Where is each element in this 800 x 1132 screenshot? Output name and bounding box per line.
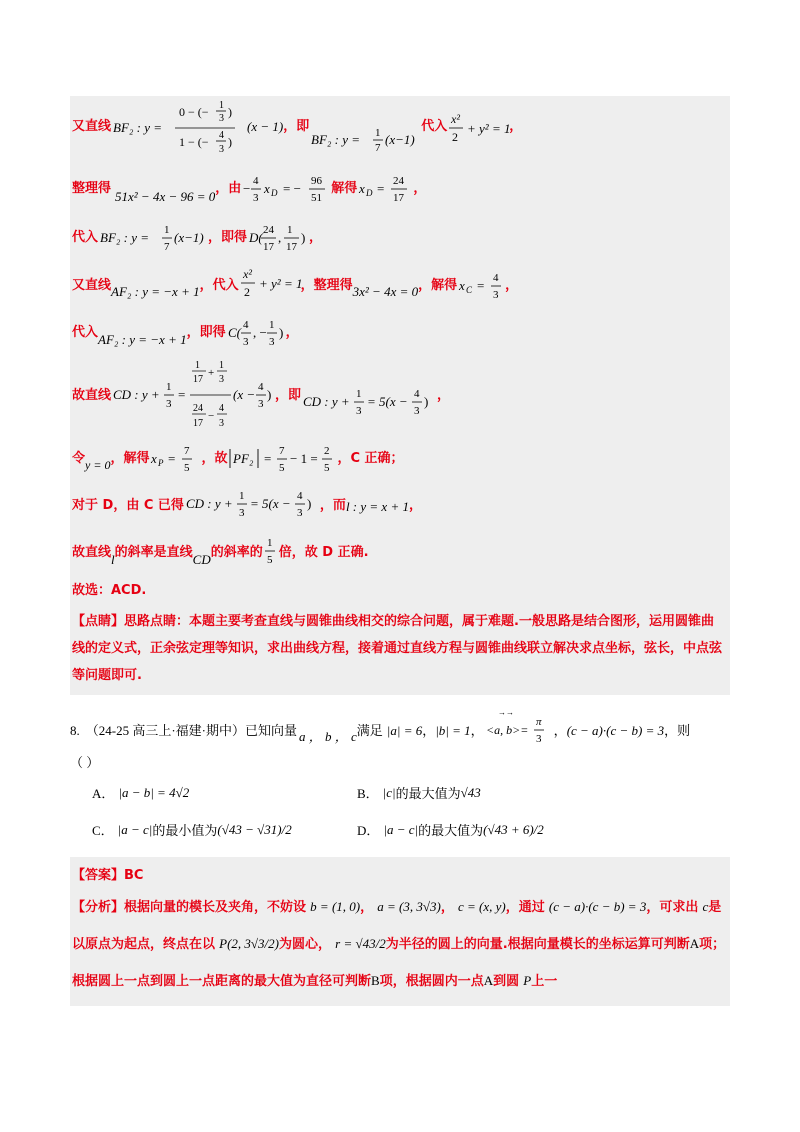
svg-text:D: D (366, 188, 373, 198)
svg-text:(x −: (x − (233, 387, 256, 402)
svg-text:1: 1 (287, 224, 293, 236)
svg-text:5: 5 (324, 462, 330, 474)
svg-text:<a, b>=: <a, b>= (485, 723, 528, 737)
svg-text:D: D (271, 188, 278, 198)
svg-text:x²: x² (451, 112, 461, 126)
answer-block (70, 857, 730, 1006)
option-value: √43 (460, 784, 481, 800)
svg-text:7: 7 (375, 142, 381, 154)
formula-ellipse (447, 107, 537, 153)
svg-text:5: 5 (266, 554, 273, 566)
option-label: A． (92, 786, 115, 801)
text: ， (360, 900, 374, 915)
svg-text:): ) (228, 105, 233, 119)
svg-text:=: = (477, 278, 485, 293)
svg-text:4: 4 (296, 490, 303, 502)
math: (c − a)·(c − b) = 3 (548, 899, 647, 914)
svg-text:17: 17 (263, 241, 275, 253)
math: b = (1, 0) (310, 899, 361, 914)
svg-text:+ y² = 1: + y² = 1 (467, 121, 511, 136)
svg-text:24: 24 (393, 175, 405, 187)
formula-bf2-fraction (111, 96, 251, 158)
math: c (702, 899, 709, 914)
text: ， (413, 181, 427, 196)
svg-text:BF₂ : y =: BF₂ : y = (311, 132, 361, 147)
text: 为圆心， (279, 937, 332, 952)
question-tail: ，则 (664, 723, 691, 738)
math: B (371, 973, 380, 988)
svg-text:51: 51 (311, 192, 323, 204)
cond-b: |b| = 1 (435, 723, 471, 738)
text: ，解得 (110, 451, 150, 466)
svg-text:= −: = − (283, 181, 302, 196)
answer-label: 【答案】 (72, 868, 125, 883)
text: ，代入 (199, 278, 239, 293)
text: ，即得 (208, 230, 248, 245)
svg-text:24: 24 (193, 403, 204, 414)
svg-text:7: 7 (164, 241, 170, 253)
svg-text:D(: D( (249, 230, 263, 245)
svg-text:x: x (264, 181, 271, 196)
svg-text:(x−1): (x−1) (385, 132, 415, 147)
math: A (483, 973, 494, 988)
solution-line (72, 356, 726, 436)
svg-text:CD : y +: CD : y + (185, 496, 233, 511)
formula-point-c (226, 311, 288, 355)
svg-text:3: 3 (258, 398, 264, 410)
svg-text:π: π (535, 716, 542, 728)
comment-label: 【点睛】 (72, 614, 125, 629)
svg-text:17: 17 (193, 418, 204, 429)
text: 代入 (72, 230, 99, 245)
option-expr: |a − c| (383, 821, 419, 837)
svg-text:3: 3 (356, 405, 362, 417)
svg-text:0 − (−: 0 − (− (179, 105, 209, 119)
svg-text:3: 3 (166, 398, 172, 410)
math: P(2, 3√3/2) (219, 936, 280, 951)
svg-text:−: − (208, 410, 215, 422)
text: ，即 (275, 388, 302, 403)
svg-text:3: 3 (268, 336, 275, 348)
solution-block (70, 96, 730, 695)
svg-text:+: + (208, 367, 215, 379)
text: ， (309, 230, 323, 245)
option-b[interactable] (335, 783, 600, 802)
svg-text:=: = (377, 181, 385, 196)
math: A (689, 936, 700, 951)
svg-text:3: 3 (296, 507, 303, 519)
question-source: （24-25 高三上·福建·期中）已知向量 (85, 723, 297, 738)
text: ， (408, 498, 422, 513)
svg-text:3: 3 (219, 144, 225, 155)
cond-angle (484, 709, 554, 753)
svg-text:= 5(x −: = 5(x − (367, 394, 408, 409)
text: ，即 (283, 119, 310, 134)
formula-cd (301, 376, 437, 436)
svg-text:x: x (151, 451, 158, 466)
formula-xc (457, 264, 511, 308)
question-vars: a ， b ， c (299, 729, 357, 744)
solution-line: 又直线 AF₂ : y = −x + 1 ，代入 x² 2 + y² = 1 ，整理得 3x² − 4x = 0 ，解得 x C = 4 3 ， (72, 262, 726, 310)
text: 代入 (421, 119, 448, 134)
svg-text:3: 3 (535, 733, 542, 745)
solution-line (72, 530, 726, 576)
question-paren-line (70, 753, 730, 773)
svg-text:2: 2 (324, 445, 330, 457)
text: ， (437, 388, 451, 403)
svg-text:=: = (178, 387, 186, 402)
formula-one-fifth (263, 531, 279, 575)
svg-text:x: x (359, 181, 366, 196)
option-d[interactable] (335, 820, 600, 839)
svg-text:): ) (228, 135, 233, 149)
text: 为半径的圆上的向量.根据向量模长的坐标运算可判断 (385, 937, 690, 952)
option-label: C． (92, 823, 114, 838)
svg-text:−: − (243, 181, 251, 196)
text: ，可求出 (646, 900, 699, 915)
formula-cd-slope (111, 356, 271, 436)
svg-text:1 − (−: 1 − (− (179, 135, 209, 149)
svg-text:x²: x² (242, 267, 252, 281)
text: ，由 (215, 181, 242, 196)
svg-text:96: 96 (311, 175, 323, 187)
text: ， (285, 325, 299, 340)
text: 倍，故 D 正确. (278, 545, 369, 560)
svg-text:→→: →→ (497, 709, 514, 717)
text: ，即得 (186, 325, 226, 340)
svg-text:4: 4 (414, 388, 420, 400)
svg-text:7: 7 (184, 445, 190, 457)
svg-text:1: 1 (219, 100, 225, 111)
math: P (523, 973, 532, 988)
text: ，故 (201, 451, 228, 466)
svg-text:1: 1 (268, 319, 275, 331)
option-label: D． (357, 823, 380, 838)
question-cond-text: 满足 (356, 723, 383, 738)
svg-text:4: 4 (219, 403, 225, 414)
text: ， (440, 900, 454, 915)
svg-text:3: 3 (253, 192, 259, 204)
svg-text:3: 3 (414, 405, 420, 417)
svg-text:1: 1 (356, 388, 362, 400)
formula-point-d (247, 216, 317, 260)
text: 令 (72, 451, 86, 466)
text: ，而 (319, 498, 346, 513)
formula-xp (149, 437, 201, 481)
svg-text:=: = (168, 451, 176, 466)
svg-text:2: 2 (243, 285, 250, 299)
svg-text:4: 4 (493, 272, 499, 284)
svg-text:1: 1 (266, 537, 273, 549)
svg-text:1: 1 (238, 490, 245, 502)
svg-text:): ) (278, 325, 283, 340)
svg-text:=: = (264, 451, 272, 466)
svg-text:+ y² = 1: + y² = 1 (258, 276, 303, 291)
cond-product: (c − a)·(c − b) = 3 (566, 723, 665, 738)
text: 又直线 (72, 278, 112, 293)
math: c = (x, y) (458, 899, 506, 914)
text: 故直线 (72, 388, 112, 403)
text: 上一 (531, 974, 558, 989)
options-row-2 (70, 820, 730, 839)
text: 到圆 (493, 974, 520, 989)
svg-text:): ) (424, 394, 429, 409)
svg-text:PF₂: PF₂ (233, 451, 254, 466)
svg-text:, −: , − (252, 325, 267, 340)
svg-text:7: 7 (279, 445, 285, 457)
text: 根据向量的模长及夹角，不妨设 (124, 900, 307, 915)
solution-line: 代入 AF₂ : y = −x + 1 ，即得 C( 4 3 , − 1 3 ) ， (72, 310, 726, 356)
text: 项；根据圆上一点到圆上一点距离的最大值为直径可判断 (72, 937, 726, 989)
svg-text:C(: C( (227, 325, 241, 340)
options-row-1 (70, 783, 730, 802)
option-value: (√43 + 6)/2 (483, 821, 544, 837)
option-c[interactable] (70, 820, 335, 839)
svg-text:BF₂ : y =: BF₂ : y = (100, 230, 150, 245)
svg-text:4: 4 (253, 175, 259, 187)
svg-text:P: P (158, 458, 164, 468)
option-label: B． (357, 786, 379, 801)
text: 代入 (72, 325, 99, 340)
svg-text:1: 1 (195, 360, 201, 371)
svg-text:1: 1 (219, 360, 225, 371)
solution-line: 又直线 BF₂ : y = 0 − (− 1 3 ) 1 − (− 4 3 ) (x − 1) ，即 BF₂ : y = 1 7 (x−1) 代入 x² 2 + y² = 1 ， (72, 96, 726, 158)
analysis-label: 【分析】 (72, 900, 125, 915)
solution-line: 整理得 51x² − 4x − 96 = 0 ，由 − 4 3 x D = − 96 51 解得 x D = 24 17 ， (72, 164, 726, 214)
math: r = √43/2 (335, 936, 386, 951)
option-expr: |a − b| = 4√2 (118, 784, 190, 800)
text: 的斜率的 (210, 545, 263, 560)
solution-line: 对于 D，由 C 已得 CD : y + 1 3 = 5(x − 4 3 ) ，而 l : y = x + 1 ， (72, 482, 726, 530)
answer-line (72, 863, 726, 889)
option-text: 的最小值为 (152, 823, 218, 838)
text: ， (509, 119, 523, 134)
svg-text:17: 17 (193, 374, 204, 385)
svg-text:4: 4 (219, 130, 225, 141)
svg-text:): ) (267, 387, 272, 402)
text: ，C 正确； (337, 451, 404, 466)
option-expr: |a − c| (117, 821, 153, 837)
svg-text:3: 3 (242, 336, 249, 348)
svg-text:4: 4 (258, 381, 264, 393)
text: 项，根据圆内一点 (379, 974, 484, 989)
svg-text:3: 3 (219, 418, 225, 429)
solution-line (72, 576, 726, 606)
svg-text:): ) (306, 496, 312, 511)
comment-text: 思路点睛：本题主要考查直线与圆锥曲线相交的综合问题，属于难题.一般思路是结合图形，运用圆锥曲线的定义式，正余弦定理等知识，求出曲线方程，接着通过直线方程与圆锥曲线联立解决求点坐标，弦长，中点弦等问题即可. (72, 614, 723, 683)
text: 整理得 (72, 181, 112, 196)
svg-text:): ) (301, 230, 306, 245)
svg-text:1: 1 (375, 127, 381, 139)
svg-text:= 5(x −: = 5(x − (249, 496, 291, 511)
svg-text:,: , (278, 230, 282, 245)
svg-text:C: C (466, 285, 473, 295)
svg-text:2: 2 (452, 130, 459, 144)
math: a = (3, 3√3) (377, 899, 441, 914)
svg-text:− 1 =: − 1 = (290, 451, 319, 466)
text: ，整理得 (300, 278, 353, 293)
page-content (70, 96, 730, 1006)
svg-text:CD : y +: CD : y + (113, 387, 160, 402)
option-text: 的最大值为 (418, 823, 484, 838)
svg-text:3: 3 (219, 113, 225, 124)
question-paren: （ ） (70, 755, 100, 770)
svg-text:17: 17 (286, 241, 298, 253)
svg-text:1: 1 (166, 381, 172, 393)
text: ， (505, 278, 519, 293)
option-text: 的最大值为 (395, 786, 461, 801)
svg-text:(x−1): (x−1) (174, 230, 204, 245)
analysis-text (72, 889, 726, 1000)
comment-block (72, 608, 726, 689)
solution-line: 令 y = 0 ，解得 x P = 7 5 ，故 PF₂ = 7 5 − 1 = 2 5 ，C 正确； (72, 436, 726, 482)
svg-text:4: 4 (242, 319, 249, 331)
text: ，通过 (505, 900, 545, 915)
text: 解得 (331, 181, 358, 196)
formula-cd (184, 484, 320, 528)
math-l: l (111, 552, 115, 567)
svg-text:17: 17 (393, 192, 405, 204)
final-choice: 故选：ACD. (72, 583, 147, 598)
svg-text:3: 3 (493, 289, 499, 301)
svg-text:5: 5 (279, 462, 285, 474)
text: 故直线 (72, 545, 112, 560)
svg-text:BF₂ : y =: BF₂ : y = (113, 120, 163, 135)
math-cd: CD (192, 552, 211, 567)
text: 是以原点为起点，终点在以 (72, 900, 722, 952)
formula-pf2 (227, 437, 337, 481)
question-number: 8. (70, 723, 80, 738)
option-value: (√43 − √31)/2 (217, 821, 292, 837)
option-a[interactable] (70, 783, 335, 802)
text: 又直线 (72, 119, 112, 134)
option-expr: |c| (382, 784, 396, 800)
svg-text:24: 24 (263, 224, 275, 236)
answer-value: BC (124, 868, 144, 883)
question-stem: 8. （24-25 高三上·福建·期中）已知向量 a ， b ， c 满足 |a| = 6 ， |b| = 1 ， →→ <a, b>= π 3 ， (c − a)·(c − b) = 3 ，则 (70, 709, 730, 753)
svg-text:x: x (459, 278, 465, 293)
formula-bf2 (98, 216, 208, 260)
text: ，解得 (418, 278, 458, 293)
question-block (70, 709, 730, 839)
svg-text:3: 3 (219, 374, 225, 385)
text: 对于 D，由 C 已得 (72, 498, 184, 513)
cond-a: |a| = 6 (386, 723, 423, 738)
solution-line (72, 214, 726, 262)
svg-text:1: 1 (164, 224, 170, 236)
formula-bf2 (309, 118, 415, 158)
svg-text:3: 3 (238, 507, 245, 519)
svg-text:5: 5 (184, 462, 190, 474)
text: 的斜率是直线 (114, 545, 193, 560)
svg-text:CD : y +: CD : y + (303, 394, 350, 409)
